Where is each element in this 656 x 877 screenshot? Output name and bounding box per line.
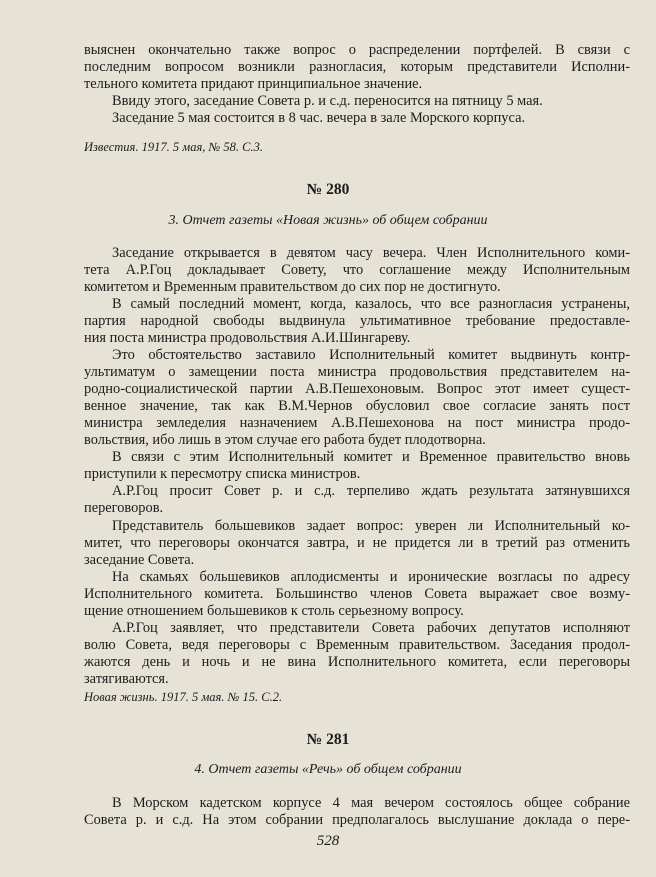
text-line: Это обстоятельство заставило Исполнительный комитет выдвинуть контр- xyxy=(112,347,630,363)
text-line: щение отношением большевиков к столь серьезному вопросу. xyxy=(84,603,464,619)
text-line: В Морском кадетском корпусе 4 мая вечером состоялось общее собрание xyxy=(112,795,630,811)
text-line: На скамьях большевиков аплодисменты и иронические возгласы по адресу xyxy=(112,569,630,585)
text-line: жаются день и ночь и не вина Исполнительного комитета, если переговоры xyxy=(84,654,630,670)
text-line: венное значение, так как В.М.Чернов обусловил свое согласие занять пост xyxy=(84,398,630,414)
text-line: родно-социалистической партии А.В.Пешехоновым. Вопрос этот имеет сущест- xyxy=(84,381,630,397)
text-line: В самый последний момент, когда, казалось, что все разногласия устранены, xyxy=(112,296,630,312)
text-line: ния поста министра продовольствия А.И.Шингареву. xyxy=(84,330,411,346)
text-line: приступили к пересмотру списка министров. xyxy=(84,466,361,482)
text-line: ультиматум о замещении поста министра продовольствия представителем на- xyxy=(84,364,630,380)
text-line: А.Р.Гоц просит Совет р. и с.д. терпеливо ждать результата затянувшихся xyxy=(112,483,630,499)
text-line: Заседание 5 мая состоится в 8 час. вечера в зале Морского корпуса. xyxy=(112,110,526,126)
source-citation: Известия. 1917. 5 мая, № 58. С.3. xyxy=(84,140,264,154)
document-number: № 280 xyxy=(306,181,350,198)
text-line: митет, что переговоры окончатся завтра, и не придется ли в третий раз отменить xyxy=(84,535,630,551)
text-line: Ввиду этого, заседание Совета р. и с.д. переносится на пятницу 5 мая. xyxy=(112,93,543,109)
document-subtitle: 4. Отчет газеты «Речь» об общем собрании xyxy=(194,762,462,777)
text-line: министра земледелия назначением А.В.Пешехонова на пост министра продо- xyxy=(84,415,630,431)
text-line: переговоров. xyxy=(84,500,164,516)
text-line: А.Р.Гоц заявляет, что представители Совета рабочих депутатов исполняют xyxy=(112,620,630,636)
text-line: Заседание открывается в девятом часу вечера. Член Исполнительного коми- xyxy=(112,245,630,261)
text-line: заседание Совета. xyxy=(84,552,195,568)
document-number: № 281 xyxy=(306,731,350,748)
text-line: В связи с этим Исполнительный комитет и Временное правительство вновь xyxy=(112,449,630,465)
text-line: вольствия, ибо лишь в этом случае его работа будет плодотворна. xyxy=(84,432,486,448)
text-line: партия народной свободы выдвинула ультимативное требование предоставле- xyxy=(84,313,630,329)
text-line: Совета р. и с.д. На этом собрании предполагалось выслушание доклада о пере- xyxy=(84,812,630,828)
text-line: комитетом и Временным правительством до сих пор не достигнуто. xyxy=(84,279,501,295)
source-citation: Новая жизнь. 1917. 5 мая. № 15. С.2. xyxy=(84,690,283,704)
text-line: выяснен окончательно также вопрос о распределении портфелей. В связи с xyxy=(84,42,630,58)
text-line: тета А.Р.Гоц докладывает Совету, что соглашение между Исполнительным xyxy=(84,262,630,278)
text-line: последним вопросом возникли разногласия, которым представители Исполни- xyxy=(84,59,630,75)
text-line: тельного комитета придают принципиальное значение. xyxy=(84,76,423,92)
page-number: 528 xyxy=(316,833,340,849)
document-subtitle: 3. Отчет газеты «Новая жизнь» об общем собрании xyxy=(168,213,488,228)
text-line: Исполнительного комитета. Большинство членов Совета выражает свое возму- xyxy=(84,586,630,602)
text-line: затягиваются. xyxy=(84,671,169,687)
text-line: волю Совета, ведя переговоры с Временным правительством. Заседания продол- xyxy=(84,637,630,653)
text-line: Представитель большевиков задает вопрос: уверен ли Исполнительный ко- xyxy=(112,518,630,534)
